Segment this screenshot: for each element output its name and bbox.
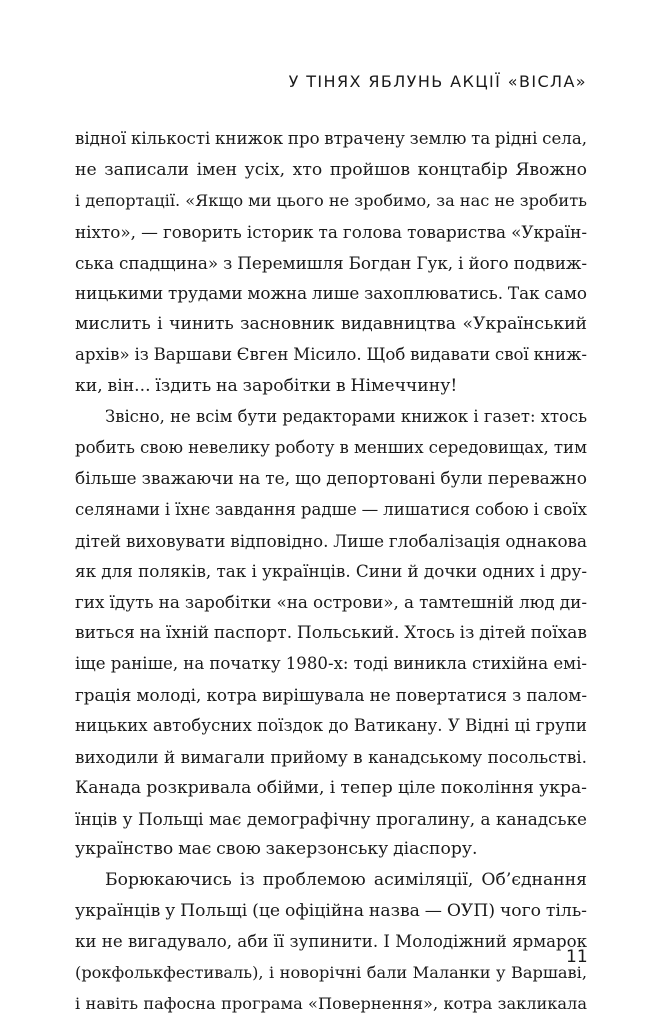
text-line: ки, він... їздить на заробітки в Німеччину! (75, 376, 458, 397)
text-line: як для поляків, так і українців. Сини й дочки одних і дру- (75, 561, 587, 582)
text-line: мислить і чинить засновник видавництва «Український (75, 314, 587, 335)
text-line: ська спадщина» з Перемишля Богдан Гук, і його подвиж- (75, 252, 587, 273)
text-line: Борюкаючись із проблемою асиміляції, Об’єднання (105, 870, 587, 891)
paragraph (75, 402, 587, 865)
text-line: українців у Польщі (це офіційна назва — ОУП) чого тіль- (75, 901, 587, 922)
text-line: дітей виховувати відповідно. Лише глобалізація однакова (75, 530, 587, 551)
text-line: і депортації. «Якщо ми цього не зробимо, за нас не зробить (75, 190, 587, 210)
text-line: ніхто», — говорить історик та голова товариства «Україн- (75, 221, 587, 242)
running-header: У ТІНЯХ ЯБЛУНЬ АКЦІЇ «ВІСЛА» (288, 72, 587, 91)
text-line: більше зважаючи на те, що депортовані були переважно (75, 468, 587, 489)
text-line: (рокфолькфестиваль), і новорічні бали Маланки у Варшаві, (75, 963, 587, 983)
text-line: виходили й вимагали прийому в канадському посольстві. (75, 746, 587, 767)
text-line: відної кількості книжок про втрачену землю та рідні села, (75, 129, 587, 148)
text-line: гих їдуть на заробітки «на острови», а тамтешній люд ди- (75, 592, 587, 613)
text-line: ницьких автобусних поїздок до Ватикану. У Відні ці групи (75, 715, 587, 735)
text-line: архів» із Варшави Євген Місило. Щоб видавати свої книж- (75, 345, 587, 365)
text-line: Звісно, не всім бути редакторами книжок і газет: хтось (105, 407, 587, 427)
text-line: робить свою невелику роботу в менших середовищах, тим (75, 437, 587, 457)
text-line: іще раніше, на початку 1980-х: тоді виникла стихійна емі- (75, 654, 587, 674)
text-line: не записали імен усіх, хто пройшов концтабір Явожно (75, 159, 587, 180)
text-line: виться на їхній паспорт. Польський. Хтось із дітей поїхав (75, 623, 587, 644)
text-line: Канада розкривала обійми, і тепер ціле покоління укра- (75, 777, 587, 798)
paragraph (75, 865, 587, 1019)
page-number: 11 (566, 947, 588, 967)
paragraph (75, 124, 587, 402)
text-line: селянами і їхнє завдання радше — лишатися собою і своїх (75, 499, 587, 519)
text-line: ки не вигадувало, аби її зупинити. І Молодіжний ярмарок (75, 932, 587, 952)
text-line: ницькими трудами можна лише захоплюватись. Так само (75, 283, 587, 304)
text-line: їнців у Польщі має демографічну прогалину, а канадське (75, 808, 587, 829)
text-line: грація молоді, котра вирішувала не повертатися з палом- (75, 685, 587, 706)
text-line: українство має свою закерзонську діаспору. (75, 839, 478, 860)
text-line: і навіть пафосна програма «Повернення», котра закликала (75, 993, 587, 1013)
body-text (75, 124, 587, 1020)
